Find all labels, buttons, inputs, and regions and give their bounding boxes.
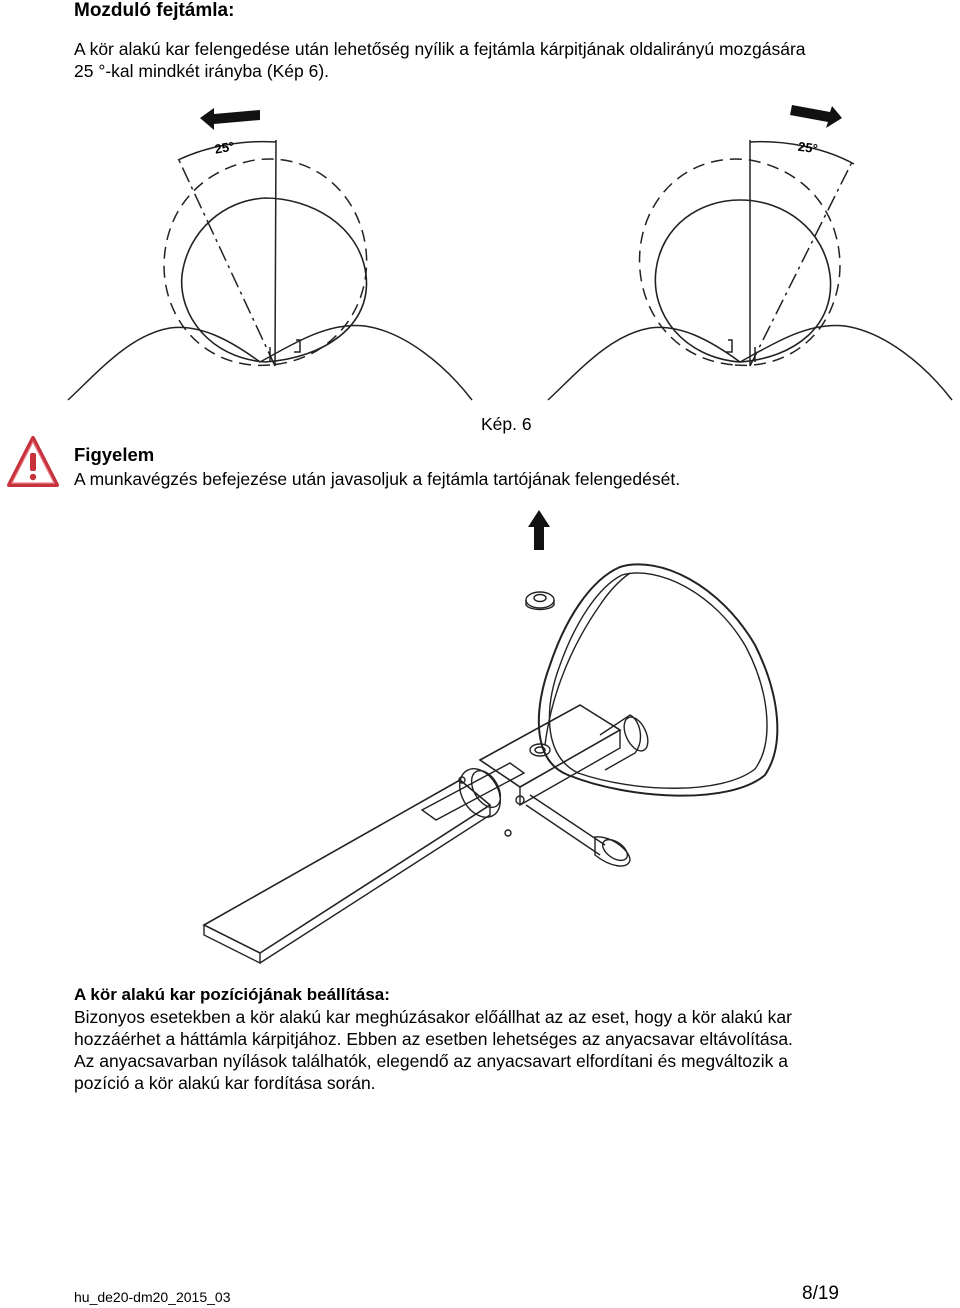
figure-caption: Kép. 6 [481,414,532,434]
paragraph-line-1: Bizonyos esetekben a kör alakú kar meghúzásakor előállhat az az eset, hogy a kör alakú kar [74,1007,792,1027]
section-title-movable-headrest: Mozduló fejtámla: [74,0,235,21]
angle-label-right: 25° [797,138,819,157]
footer-page-number: 8/19 [802,1283,839,1304]
figure-headrest-rotate-left [60,100,480,410]
intro-paragraph [74,38,924,82]
warning-triangle-icon [6,434,60,490]
warning-title: Figyelem [74,444,155,465]
lever-position-paragraph [74,1006,914,1094]
paragraph-line-4: pozíció a kör alakú kar fordítása során. [74,1073,376,1093]
warning-text: A munkavégzés befejezése után javasoljuk a fejtámla tartójának felengedését. [74,469,681,489]
figure-headrest-rotate-right [540,100,960,410]
intro-line-1: A kör alakú kar felengedése után lehetőség nyílik a fejtámla kárpitjának oldalirányú mozgására [74,39,806,59]
angle-label-left: 25° [213,138,236,157]
up-arrow-icon [528,510,550,550]
figure-headrest-bracket [190,505,790,965]
rotate-right-arrow-icon [790,105,842,128]
footer-document-code: hu_de20-dm20_2015_03 [74,1289,231,1305]
paragraph-line-2: hozzáérhet a háttámla kárpitjához. Ebben az esetben lehetséges az anyacsavar eltávolítása. [74,1029,793,1049]
intro-line-2: 25 °-kal mindkét irányba (Kép 6). [74,61,330,81]
rotate-left-arrow-icon [200,108,260,130]
paragraph-line-3: Az anyacsavarban nyílások találhatók, elegendő az anyacsavart elfordítani és megváltozik a [74,1051,789,1071]
section-title-lever-position: A kör alakú kar pozíciójának beállítása: [74,985,390,1004]
